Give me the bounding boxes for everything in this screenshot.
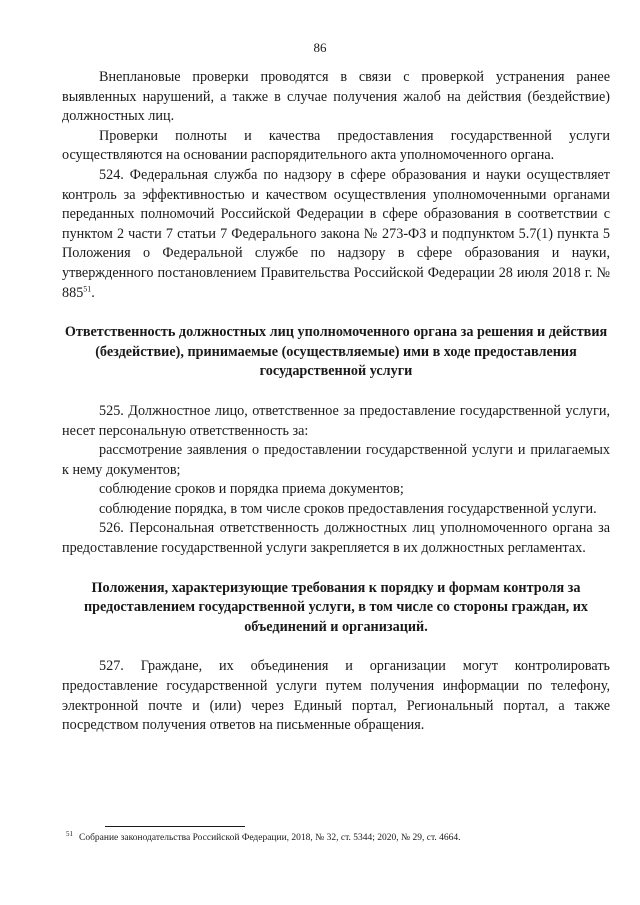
paragraph-527: 527. Граждане, их объединения и организации могут контролировать предоставление государственной услуги путем получения информации по телефону, электронной почте и (или) через Единый портал, Региональный портал, а также посредством получения ответов на письменные обращения. xyxy=(62,658,610,734)
paragraph-unscheduled-inspections: Внеплановые проверки проводятся в связи с проверкой устранения ранее выявленных нарушений, а также в случае получения жалоб на действия (бездействие) должностных лиц. xyxy=(62,69,610,125)
document-body xyxy=(62,68,610,736)
page-number: 86 xyxy=(313,40,327,55)
footnote-separator xyxy=(105,826,245,827)
section-heading-responsibility: Ответственность должностных лиц уполномоченного органа за решения и действия (бездействие), принимаемые (осуществляемые) ими в ходе предоставления государственной услуги xyxy=(64,324,608,380)
paragraph-524-end: . xyxy=(91,284,95,301)
section-heading-control-requirements: Положения, характеризующие требования к порядку и формам контроля за предоставлением государственной услуги, в том числе со стороны граждан, их объединений и организаций. xyxy=(83,579,589,635)
paragraph-524-text: 524. Федеральная служба по надзору в сфере образования и науки осуществляет контроль за эффективностью и качеством осуществления уполномоченными органами переданных полномочий Российской Федерации в сфере образования в соответствии с пунктом 2 части 7 статьи 7 Федерального закона № 273-ФЗ и подпунктом 5.7(1) пункта 5 Положения о Федеральной службе по надзору в сфере образования и науки, утвержденного постановлением Правительства Российской Федерации 28 июля 2018 г. № 885 xyxy=(62,166,610,301)
footnote-text: Собрание законодательства Российской Федерации, 2018, № 32, ст. 5344; 2020, № 29, ст. 4664. xyxy=(79,833,461,843)
footnote-reference: 51 xyxy=(83,283,92,293)
list-item-deadlines: соблюдение сроков и порядка приема документов; xyxy=(99,481,404,498)
paragraph-525: 525. Должностное лицо, ответственное за предоставление государственной услуги, несет персональную ответственность за: xyxy=(62,402,610,439)
list-item-application-review: рассмотрение заявления о предоставлении государственной услуги и прилагаемых к нему документов; xyxy=(62,442,610,478)
paragraph-524 xyxy=(62,166,610,303)
list-item-procedure: соблюдение порядка, в том числе сроков предоставления государственной услуги. xyxy=(99,500,597,517)
paragraph-526: 526. Персональная ответственность должностных лиц уполномоченного органа за предоставление государственной услуги закрепляется в их должностных регламентах. xyxy=(62,520,610,557)
paragraph-quality-inspections: Проверки полноты и качества предоставления государственной услуги осуществляются на основании распорядительного акта уполномоченного органа. xyxy=(62,127,610,164)
footnote xyxy=(66,829,606,844)
footnote-mark: 51 xyxy=(66,829,73,838)
